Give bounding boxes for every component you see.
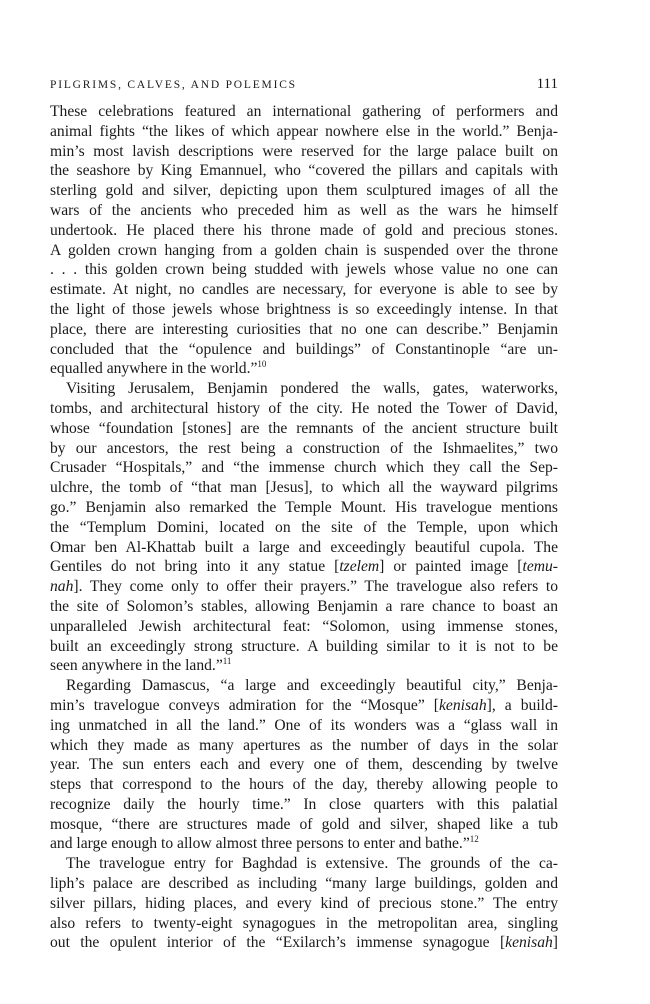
text-segment: mosque, “there are structures made of gold and silver, shaped like a tub bbox=[50, 815, 558, 833]
text-line bbox=[50, 300, 558, 320]
text-segment: wars of the ancients who preceded him as well as the wars he himself bbox=[50, 201, 558, 219]
text-line bbox=[50, 637, 558, 657]
text-segment: concluded that the “opulence and buildings” of Constantinople “are un- bbox=[50, 340, 558, 358]
text-line bbox=[50, 201, 558, 221]
text-segment: unparalleled Jewish architectural feat: “Solomon, using immense stones, bbox=[50, 617, 558, 635]
text-segment: the site of Solomon’s stables, allowing Benjamin a rare chance to boast an bbox=[50, 597, 558, 615]
text-line bbox=[50, 597, 558, 617]
text-segment: year. The sun enters each and every one of them, descending by twelve bbox=[50, 756, 558, 774]
text-segment: These celebrations featured an international gathering of performers and bbox=[50, 103, 558, 120]
text-line bbox=[50, 577, 558, 597]
text-line bbox=[50, 933, 558, 953]
text-line bbox=[50, 399, 558, 419]
running-head bbox=[50, 76, 558, 93]
footnote-marker[interactable]: 11 bbox=[222, 656, 232, 667]
text-segment: tombs, and architectural history of the city. He noted the Tower of David, bbox=[50, 399, 558, 417]
text-segment: recognize daily the hourly time.” In close quarters with this palatial bbox=[50, 795, 558, 813]
text-segment: ], a build- bbox=[486, 696, 558, 714]
text-segment: ing unmatched in all the land.” One of its wonders was a “glass wall in bbox=[50, 716, 558, 734]
footnote-marker[interactable]: 10 bbox=[257, 359, 267, 370]
text-segment: the seashore by King Emannuel, who “covered the pillars and capitals with bbox=[50, 162, 558, 180]
text-segment: the “Templum Domini, located on the site of the Temple, upon which bbox=[50, 518, 558, 536]
text-line bbox=[50, 241, 558, 261]
text-line bbox=[50, 498, 558, 518]
text-segment: also refers to twenty-eight synagogues in the metropolitan area, singling bbox=[50, 914, 558, 932]
text-segment: estimate. At night, no candles are necessary, for everyone is able to see by bbox=[50, 281, 558, 299]
text-segment: A golden crown hanging from a golden chain is suspended over the throne bbox=[50, 241, 558, 259]
text-line bbox=[50, 280, 558, 300]
text-line bbox=[50, 320, 558, 340]
text-line bbox=[50, 161, 558, 181]
text-segment: Omar ben Al-Khattab built a large and exceedingly beautiful cupola. The bbox=[50, 538, 558, 556]
text-line bbox=[50, 854, 558, 874]
italic-term: kenisah bbox=[505, 934, 553, 952]
running-head-title: PILGRIMS, CALVES, AND POLEMICS bbox=[50, 79, 297, 91]
text-segment: Crusader “Hospitals,” and “the immense church which they call the Sep- bbox=[50, 459, 558, 477]
text-line bbox=[50, 518, 558, 538]
text-segment: Gentiles do not bring into it any statue [ bbox=[50, 558, 340, 576]
italic-term: temu- bbox=[522, 558, 558, 576]
text-segment: ] or painted image [ bbox=[379, 558, 523, 576]
text-line bbox=[50, 894, 558, 914]
text-line bbox=[50, 914, 558, 934]
text-line bbox=[50, 122, 558, 142]
text-segment: min’s travelogue conveys admiration for the “Mosque” [ bbox=[50, 696, 439, 714]
text-segment: Visiting Jerusalem, Benjamin pondered the walls, gates, waterworks, bbox=[66, 380, 558, 398]
text-line bbox=[50, 142, 558, 162]
text-segment: steps that correspond to the hours of the day, thereby allowing people to bbox=[50, 776, 558, 794]
text-line bbox=[50, 696, 558, 716]
text-line bbox=[50, 458, 558, 478]
text-line bbox=[50, 359, 558, 379]
text-line bbox=[50, 557, 558, 577]
text-line bbox=[50, 716, 558, 736]
text-segment: place, there are interesting curiosities that no one can describe.” Benjamin bbox=[50, 320, 558, 338]
text-segment: liph’s palace are described as including “many large buildings, golden and bbox=[50, 875, 558, 893]
text-segment: silver pillars, hiding places, and every kind of precious stone.” The entry bbox=[50, 894, 558, 912]
text-line bbox=[50, 260, 558, 280]
text-segment: The travelogue entry for Baghdad is extensive. The grounds of the ca- bbox=[66, 855, 558, 873]
italic-term: kenisah bbox=[438, 696, 487, 714]
text-segment: equalled anywhere in the world.” bbox=[50, 360, 258, 378]
text-line bbox=[50, 755, 558, 775]
text-line bbox=[50, 221, 558, 241]
text-line bbox=[50, 775, 558, 795]
text-line bbox=[50, 815, 558, 835]
text-line bbox=[50, 874, 558, 894]
italic-term: tzelem bbox=[339, 558, 380, 576]
footnote-marker[interactable]: 12 bbox=[469, 834, 479, 845]
body-text bbox=[50, 102, 558, 953]
text-segment: which they made as many apertures as the number of days in the solar bbox=[50, 736, 558, 754]
text-line bbox=[50, 617, 558, 637]
text-segment: built an exceedingly strong structure. A building similar to it is not to be bbox=[50, 637, 558, 655]
text-segment: min’s most lavish descriptions were reserved for the large palace built on bbox=[50, 142, 558, 160]
text-line bbox=[50, 795, 558, 815]
text-line bbox=[50, 834, 558, 854]
text-segment: Regarding Damascus, “a large and exceedingly beautiful city,” Benja- bbox=[66, 677, 558, 695]
text-line bbox=[50, 538, 558, 558]
text-segment: out the opulent interior of the “Exilarch’s immense synagogue [ bbox=[50, 934, 506, 952]
text-line bbox=[50, 736, 558, 756]
text-segment: ]. They come only to offer their prayers.” The travelogue also refers to bbox=[73, 578, 558, 596]
text-segment: and large enough to allow almost three persons to enter and bathe.” bbox=[50, 835, 470, 853]
text-segment: ulchre, the tomb of “that man [Jesus], to which all the wayward pilgrims bbox=[50, 479, 558, 497]
text-segment: go.” Benjamin also remarked the Temple Mount. His travelogue mentions bbox=[50, 498, 558, 516]
page-number: 111 bbox=[536, 76, 558, 92]
text-segment: . . . this golden crown being studded with jewels whose value no one can bbox=[50, 261, 558, 279]
text-segment: animal fights “the likes of which appear nowhere else in the world.” Benja- bbox=[50, 122, 558, 140]
text-segment: sterling gold and silver, depicting upon them sculptured images of all the bbox=[50, 182, 558, 200]
text-segment: undertook. He placed there his throne made of gold and precious stones. bbox=[50, 221, 558, 239]
text-line bbox=[50, 102, 558, 122]
text-segment: by our ancestors, the rest being a construction of the Ishmaelites,” two bbox=[50, 439, 558, 457]
text-line bbox=[50, 340, 558, 360]
italic-term: nah bbox=[50, 578, 74, 596]
text-segment: whose “foundation [stones] are the remnants of the ancient structure built bbox=[50, 419, 558, 437]
text-line bbox=[50, 419, 558, 439]
text-line bbox=[50, 439, 558, 459]
text-line bbox=[50, 379, 558, 399]
text-segment: ] bbox=[552, 934, 558, 952]
text-line bbox=[50, 478, 558, 498]
text-line bbox=[50, 181, 558, 201]
text-segment: seen anywhere in the land.” bbox=[50, 657, 223, 675]
text-segment: the light of those jewels whose brightness is so exceedingly intense. In that bbox=[50, 300, 558, 318]
text-line bbox=[50, 676, 558, 696]
text-line bbox=[50, 656, 558, 676]
